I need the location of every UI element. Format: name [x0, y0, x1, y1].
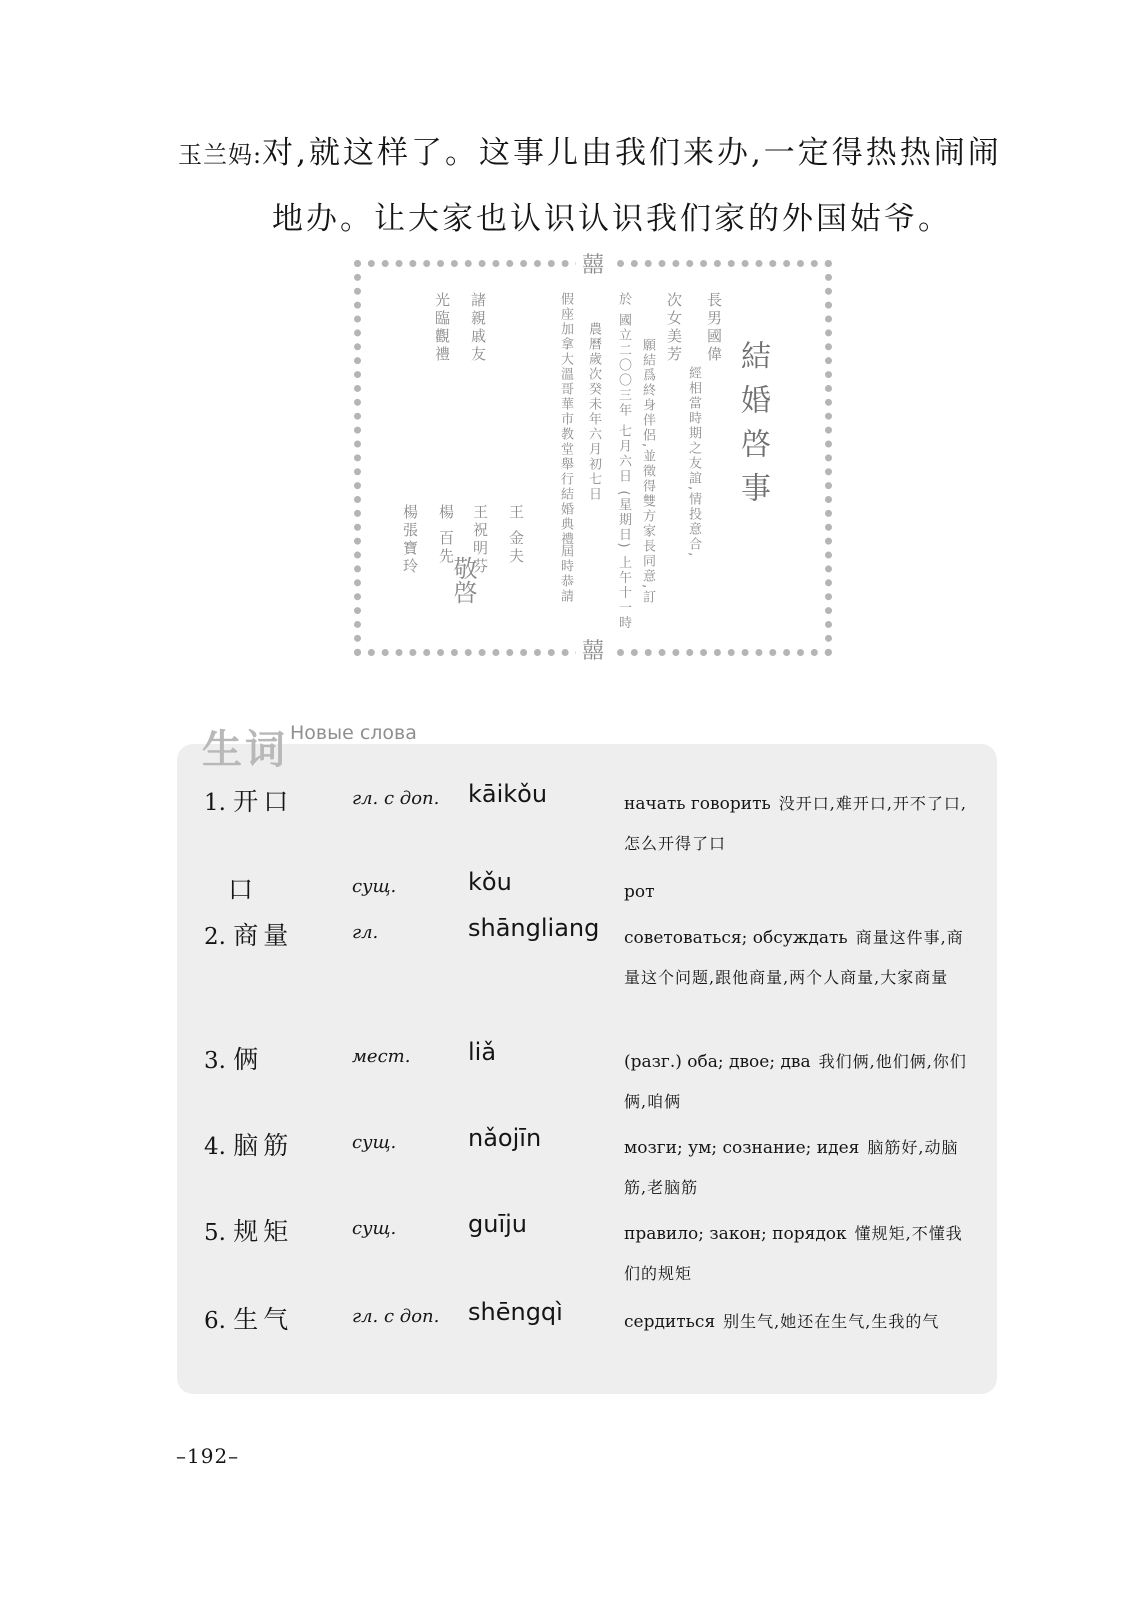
vocab-examples: 没开口,难开口,开不了口,怎么开得了口	[624, 794, 967, 853]
vocabulary-heading	[202, 718, 417, 775]
vocab-meaning	[624, 1302, 979, 1342]
vocab-meaning-ru: сердиться	[624, 1312, 716, 1332]
vocab-pinyin: shēngqì	[468, 1298, 563, 1326]
vocab-meaning	[624, 918, 979, 998]
vocab-word	[204, 782, 293, 818]
vocabulary-heading-ru: Новые слова	[290, 722, 417, 744]
invitation-col-5: 於 國立二〇〇三年 七月六日 (星期日) 上午十一時	[616, 292, 631, 631]
vocab-num: 6.	[204, 1308, 226, 1334]
invitation-col-3: 次女美芳	[665, 292, 683, 364]
signature-2: 王祝明芬	[471, 504, 489, 576]
vocab-word	[204, 1040, 263, 1076]
vocab-pos: гл. с доп.	[352, 1306, 440, 1327]
vocabulary-heading-zh: 生词	[202, 727, 288, 773]
vocab-examples: 懂规矩,不懂我们的规矩	[624, 1224, 963, 1283]
vocab-meaning	[624, 1128, 979, 1208]
invitation-col-8: 諸親戚友	[469, 292, 487, 364]
vocab-num: 1.	[204, 790, 226, 816]
vocab-meaning-ru: мозги; ум; сознание; идея	[624, 1138, 860, 1158]
vocab-meaning	[624, 1042, 979, 1122]
vocab-examples: 商量这件事,商量这个问题,跟他商量,两个人商量,大家商量	[624, 928, 964, 987]
vocab-pinyin: guīju	[468, 1210, 527, 1238]
vocab-pinyin: kāikǒu	[468, 780, 548, 808]
double-happiness-bottom: 囍	[576, 634, 610, 665]
vocab-pos: гл. с доп.	[352, 788, 440, 809]
vocab-hanzi: 商量	[233, 921, 294, 950]
vocab-hanzi: 规矩	[233, 1217, 294, 1246]
vocab-pos: мест.	[352, 1046, 411, 1067]
vocab-pinyin: liǎ	[468, 1038, 497, 1066]
invitation-col-7b: 屆時恭請	[558, 544, 573, 604]
vocab-num: 2.	[204, 924, 226, 950]
invitation-col-4: 願結爲終身伴侶,並徵得雙方家長同意,訂	[640, 338, 655, 606]
vocab-hanzi: 开口	[233, 787, 294, 816]
dialogue-block	[178, 128, 1002, 244]
vocab-hanzi: 俩	[233, 1045, 264, 1074]
vocab-examples: 别生气,她还在生气,生我的气	[723, 1312, 940, 1331]
vocab-examples: 我们俩,他们俩,你们俩,咱俩	[624, 1052, 967, 1111]
vocab-meaning	[624, 784, 979, 864]
vocab-meaning-ru: советоваться; обсуждать	[624, 928, 848, 948]
wedding-invitation-card	[348, 254, 838, 662]
vocab-num: 4.	[204, 1134, 226, 1160]
vocab-meaning-ru: (разг.) оба; двое; два	[624, 1052, 811, 1072]
vocab-pinyin: nǎojīn	[468, 1124, 542, 1152]
speaker-label: 玉兰妈:	[178, 141, 263, 169]
vocab-num: 3.	[204, 1048, 226, 1074]
vocab-pinyin: shāngliang	[468, 914, 600, 942]
vocab-word	[204, 1212, 293, 1248]
signature-3: 楊 百先	[437, 504, 455, 566]
vocab-pos: сущ.	[352, 1132, 397, 1153]
vocab-word	[204, 1300, 293, 1336]
vocab-pos: гл.	[352, 922, 379, 943]
invitation-col-2: 經相當時期之友誼,情投意合,	[686, 366, 701, 559]
vocab-meaning	[624, 872, 979, 912]
dialogue-line-1	[178, 128, 1002, 180]
vocab-hanzi: 生气	[233, 1305, 294, 1334]
vocab-pos: сущ.	[352, 876, 397, 897]
vocab-pos: сущ.	[352, 1218, 397, 1239]
invitation-col-9: 光臨觀禮	[433, 292, 451, 364]
vocab-meaning-ru: рот	[624, 882, 655, 902]
invitation-col-1: 長男國偉	[705, 292, 723, 364]
vocab-word	[204, 1126, 293, 1162]
vocab-num: 5.	[204, 1220, 226, 1246]
vocab-meaning-ru: начать говорить	[624, 794, 771, 814]
vocab-word	[204, 916, 293, 952]
signature-respect: 敬啓	[449, 556, 477, 604]
vocab-meaning	[624, 1214, 979, 1294]
vocab-word	[228, 870, 258, 906]
vocab-examples: 脑筋好,动脑筋,老脑筋	[624, 1138, 959, 1197]
invitation-title: 結婚啓事	[735, 340, 770, 516]
dialogue-text-1: 对,就这样了。这事儿由我们来办,一定得热热闹闹	[262, 135, 1002, 171]
vocab-hanzi: 口	[228, 875, 259, 904]
double-happiness-top: 囍	[576, 248, 610, 279]
vocab-pinyin: kǒu	[468, 868, 512, 896]
signature-1: 王 金夫	[507, 504, 525, 566]
dialogue-line-2: 地办。让大家也认识认识我们家的外国姑爷。	[272, 201, 952, 237]
page-number: –192–	[176, 1444, 240, 1468]
vocab-hanzi: 脑筋	[233, 1131, 294, 1160]
signature-4: 楊張寶玲	[401, 504, 419, 576]
invitation-col-7: 假座加拿大溫哥華市教堂舉行結婚典禮	[558, 292, 573, 547]
vocab-meaning-ru: правило; закон; порядок	[624, 1224, 847, 1244]
invitation-col-6: 農曆歲次癸未年六月初七日	[586, 322, 601, 502]
